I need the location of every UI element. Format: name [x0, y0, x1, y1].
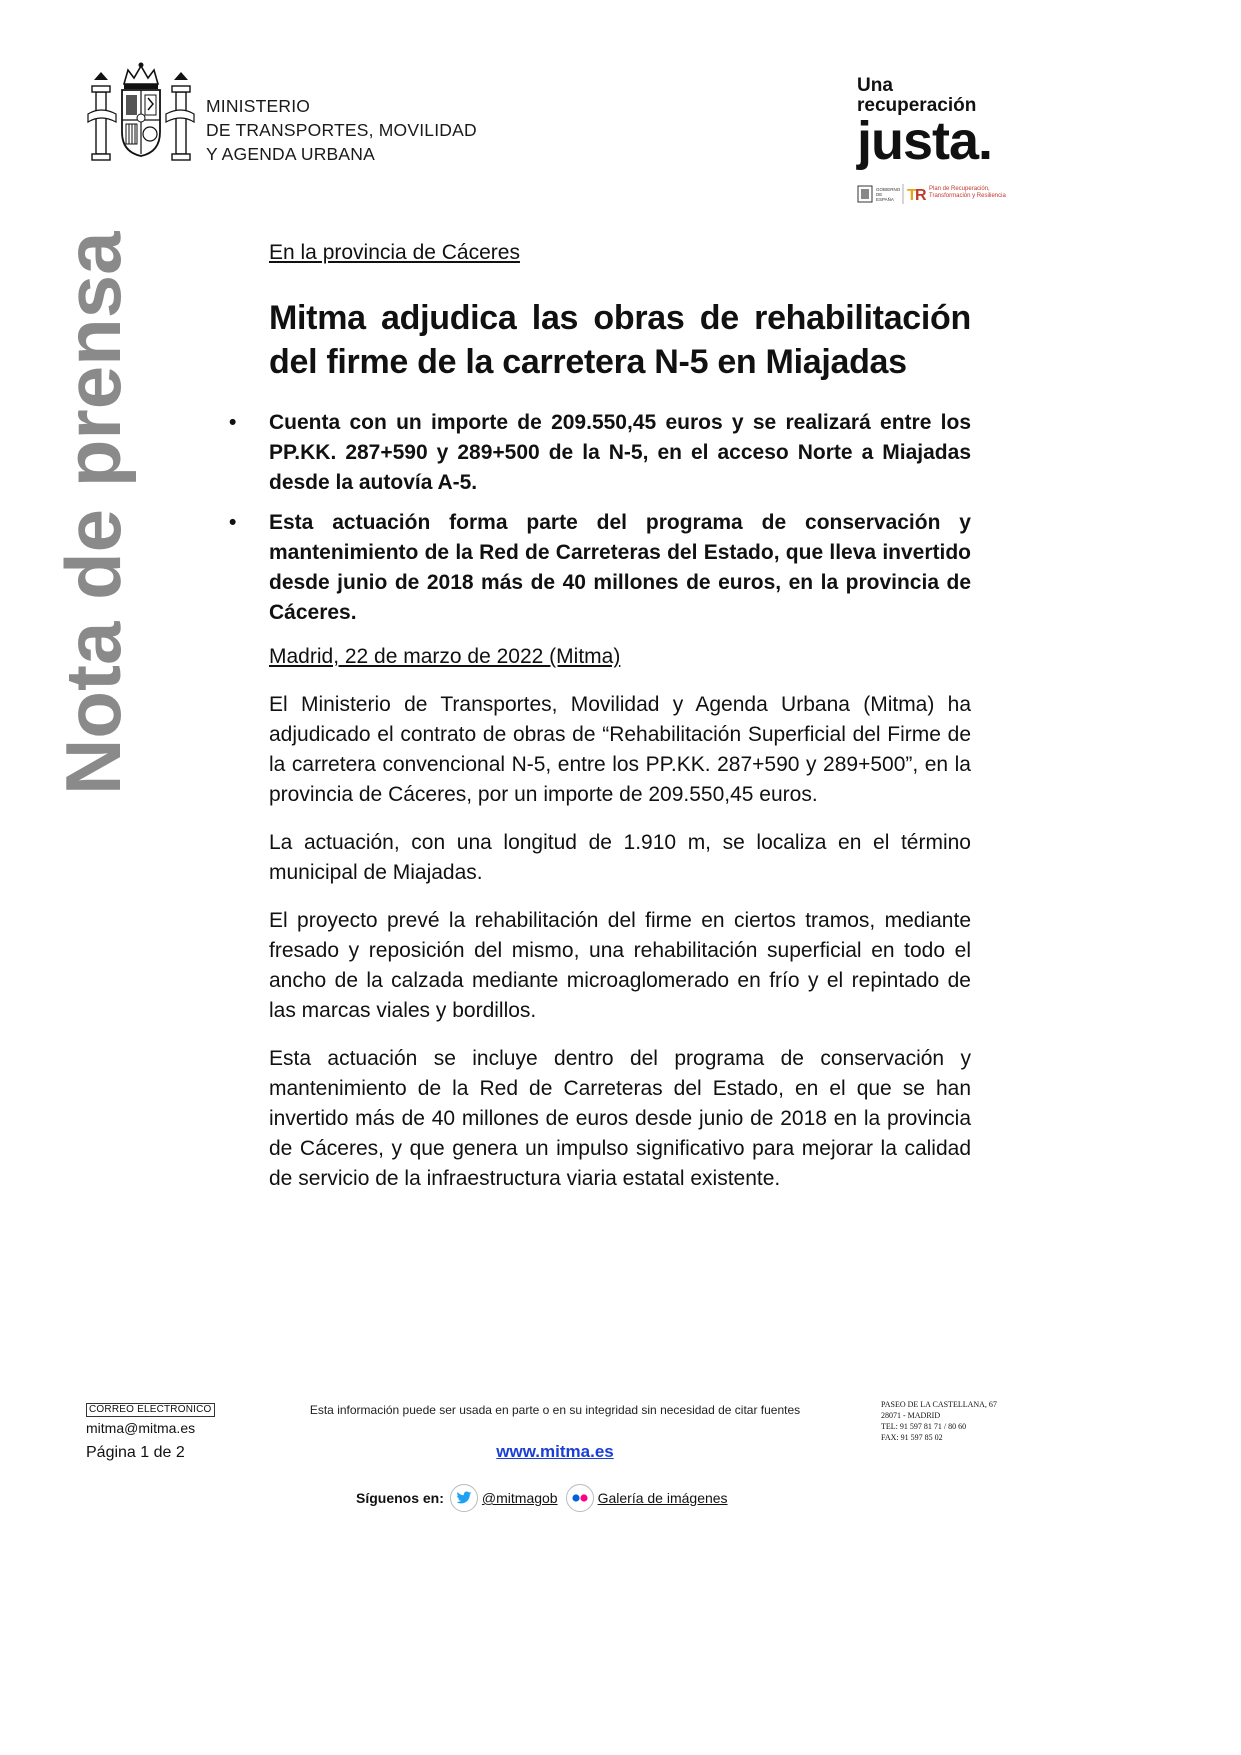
- twitter-bird-icon[interactable]: [450, 1484, 478, 1512]
- body-paragraph: El Ministerio de Transportes, Movilidad y Agenda Urbana (Mitma) ha adjudicado el contrato de obras de “Rehabilitación Superficial del Firme de la carretera convencional N-5, entre los PP.KK. 287+590 y 289+500”, en la provincia de Cáceres, por un importe de 209.550,45 euros.: [269, 693, 971, 806]
- recovery-logo-line-3: justa.: [857, 111, 993, 171]
- page-number: Página 1 de 2: [86, 1444, 185, 1461]
- address-line: FAX: 91 597 85 02: [881, 1433, 943, 1442]
- dateline: Madrid, 22 de marzo de 2022 (Mitma): [269, 645, 621, 668]
- article-kicker: En la provincia de Cáceres: [269, 241, 520, 264]
- website-link[interactable]: www.mitma.es: [496, 1442, 614, 1461]
- flickr-icon[interactable]: [566, 1484, 594, 1512]
- gobierno-label: GOBIERNO DE ESPAÑA: [876, 187, 901, 202]
- postal-address: [881, 1399, 997, 1443]
- ministry-name: [206, 94, 477, 166]
- side-title: Nota de prensa: [49, 231, 137, 795]
- body-paragraph: Esta actuación se incluye dentro del programa de conservación y mantenimiento de la Red de Carreteras del Estado, en el que se han invertido más de 40 millones de euros desde junio de 2018 en la provincia de Cáceres, y que genera un impulso significativo para mejorar la calidad de servicio de la infraestructura viaria estatal existente.: [269, 1047, 971, 1190]
- summary-bullet: [229, 408, 971, 498]
- summary-bullet: [229, 508, 971, 628]
- article-headline: Mitma adjudica las obras de rehabilitación del firme de la carretera N-5 en Miajadas: [269, 299, 971, 381]
- follow-label: Síguenos en:: [356, 1490, 444, 1506]
- recovery-plan-strip: [857, 183, 1017, 205]
- contact-email[interactable]: mitma@mitma.es: [86, 1420, 196, 1436]
- address-line: TEL: 91 597 81 71 / 80 60: [881, 1422, 967, 1431]
- coat-of-arms-emblem: [86, 62, 196, 170]
- body-paragraph: La actuación, con una longitud de 1.910 m, se localiza en el término municipal de Miajadas.: [269, 831, 971, 884]
- address-line: PASEO DE LA CASTELLANA, 67: [881, 1400, 997, 1409]
- summary-bullets: [229, 408, 971, 628]
- image-gallery-link[interactable]: Galería de imágenes: [597, 1490, 728, 1506]
- ministry-line-2: DE TRANSPORTES, MOVILIDAD: [206, 120, 477, 140]
- bullet-icon: •: [229, 511, 237, 534]
- summary-bullet-text: Cuenta con un importe de 209.550,45 euros y se realizará entre los PP.KK. 287+590 y 289+500 de la N-5, en el acceso Norte a Miajadas desde la autovía A-5.: [269, 411, 971, 494]
- recovery-logo-line-1: Una: [857, 75, 893, 96]
- recovery-plan-logo: [857, 75, 1017, 171]
- plan-label: Plan de Recuperación, Transformación y Resiliencia: [929, 186, 1006, 199]
- article: [229, 238, 971, 1194]
- social-links: [356, 1484, 736, 1512]
- svg-text:R: R: [915, 187, 927, 204]
- contact-label: CORREO ELECTRONICO: [86, 1403, 215, 1417]
- bullet-icon: •: [229, 411, 237, 434]
- recovery-logo-line-2: recuperación: [857, 95, 977, 116]
- twitter-handle-link[interactable]: @mitmagob: [481, 1490, 558, 1506]
- usage-disclaimer: Esta información puede ser usada en parte o en su integridad sin necesidad de citar fuentes: [309, 1403, 801, 1417]
- summary-bullet-text: Esta actuación forma parte del programa de conservación y mantenimiento de la Red de Carreteras del Estado, que lleva invertido desde junio de 2018 más de 40 millones de euros, en la provincia de Cáceres.: [269, 511, 971, 624]
- body-paragraph: El proyecto prevé la rehabilitación del firme en ciertos tramos, mediante fresado y reposición del mismo, una rehabilitación superficial en todo el ancho de la calzada mediante microaglomerado en frío y el repintado de las marcas viales y bordillos.: [269, 909, 971, 1022]
- ministry-line-3: Y AGENDA URBANA: [206, 144, 375, 164]
- svg-text:T: T: [907, 187, 917, 204]
- ministry-line-1: MINISTERIO: [206, 96, 311, 116]
- footer-contact: [86, 1399, 215, 1462]
- address-line: 28071 - MADRID: [881, 1411, 941, 1420]
